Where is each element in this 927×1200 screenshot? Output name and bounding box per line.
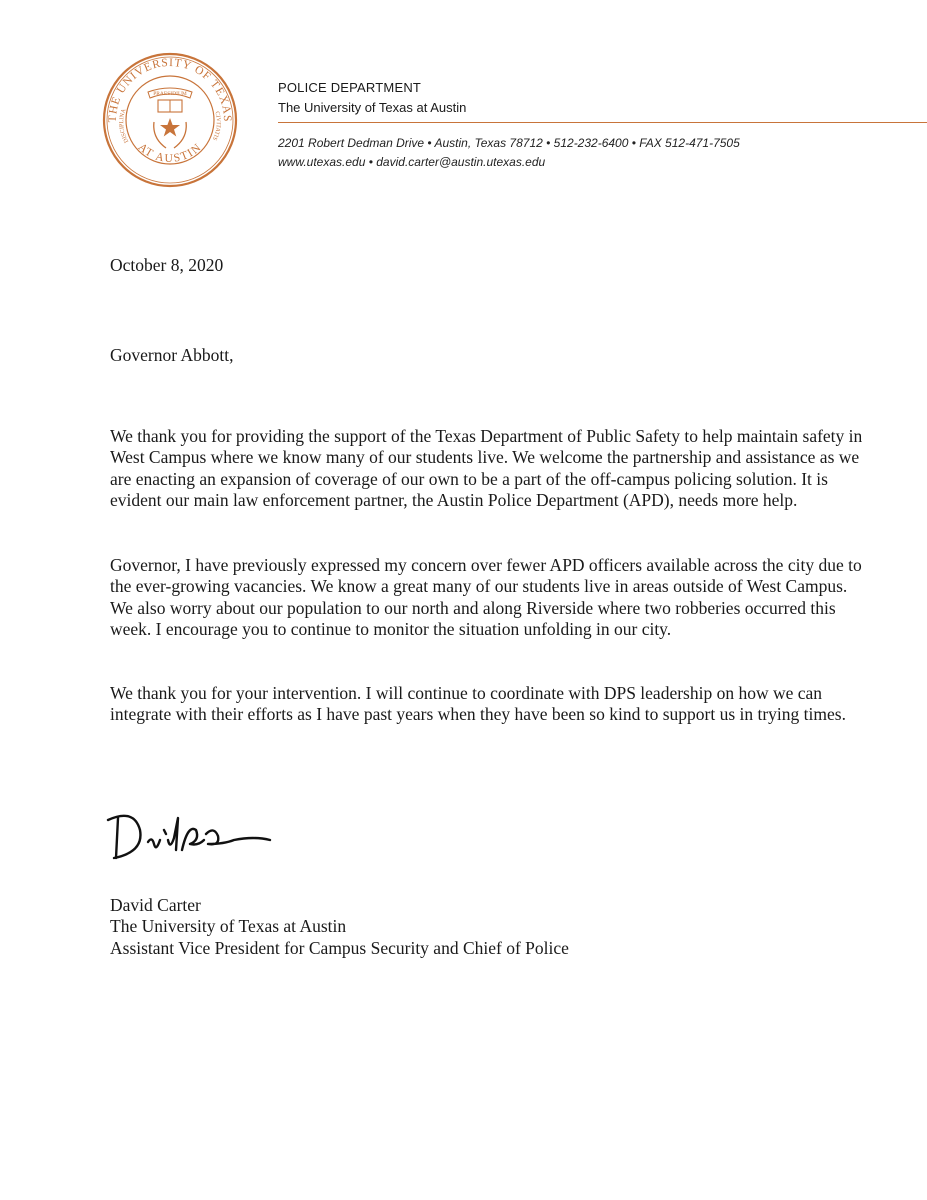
signer-name: David Carter bbox=[110, 895, 201, 915]
signer-organization: The University of Texas at Austin bbox=[110, 916, 347, 937]
web-email-line: www.utexas.edu • david.carter@austin.utexas.edu bbox=[278, 155, 546, 169]
signer-title: Assistant Vice President for Campus Security and Chief of Police bbox=[110, 937, 569, 958]
body-paragraph-3: We thank you for your intervention. I will continue to coordinate with DPS leadership on how we can integrate with their efforts as I have past years when they have been so kind to support us in trying times. bbox=[110, 683, 846, 725]
salutation: Governor Abbott, bbox=[110, 345, 234, 365]
address-line: 2201 Robert Dedman Drive • Austin, Texas 78712 • 512-232-6400 • FAX 512-471-7505 bbox=[278, 136, 740, 150]
letter-date: October 8, 2020 bbox=[110, 255, 224, 275]
letterhead-contact bbox=[278, 134, 740, 172]
university-name: The University of Texas at Austin bbox=[278, 100, 467, 115]
letterhead-divider bbox=[278, 122, 927, 123]
svg-text:PRAESIDIUM: PRAESIDIUM bbox=[153, 91, 187, 97]
svg-text:CIVITATIS: CIVITATIS bbox=[210, 110, 221, 142]
letterhead bbox=[278, 78, 466, 118]
handwritten-signature bbox=[104, 800, 276, 872]
signature-block bbox=[110, 895, 569, 959]
svg-text:AT AUSTIN: AT AUSTIN bbox=[135, 141, 205, 165]
university-seal-logo bbox=[96, 52, 244, 188]
body-paragraph-1: We thank you for providing the support of the Texas Department of Public Safety to help maintain safety in West Campus where we know many of our students live. We welcome the partnership and assistance as we are enacting an expansion of coverage of our own to be a part of the off-campus policing solution. It is evident our main law enforcement partner, the Austin Police Department (APD), needs more help. bbox=[110, 426, 863, 510]
department-name: POLICE DEPARTMENT bbox=[278, 80, 422, 95]
body-paragraph-2: Governor, I have previously expressed my concern over fewer APD officers available across the city due to the ever-growing vacancies. We know a great many of our students live in areas outside of West Campus. We also worry about our population to our north and along Riverside where two robberies occurred this week. I encourage you to continue to monitor the situation unfolding in our city. bbox=[110, 555, 862, 639]
svg-text:THE UNIVERSITY OF TEXAS: THE UNIVERSITY OF TEXAS bbox=[106, 56, 234, 123]
svg-text:DISCIPLINA: DISCIPLINA bbox=[119, 108, 131, 144]
